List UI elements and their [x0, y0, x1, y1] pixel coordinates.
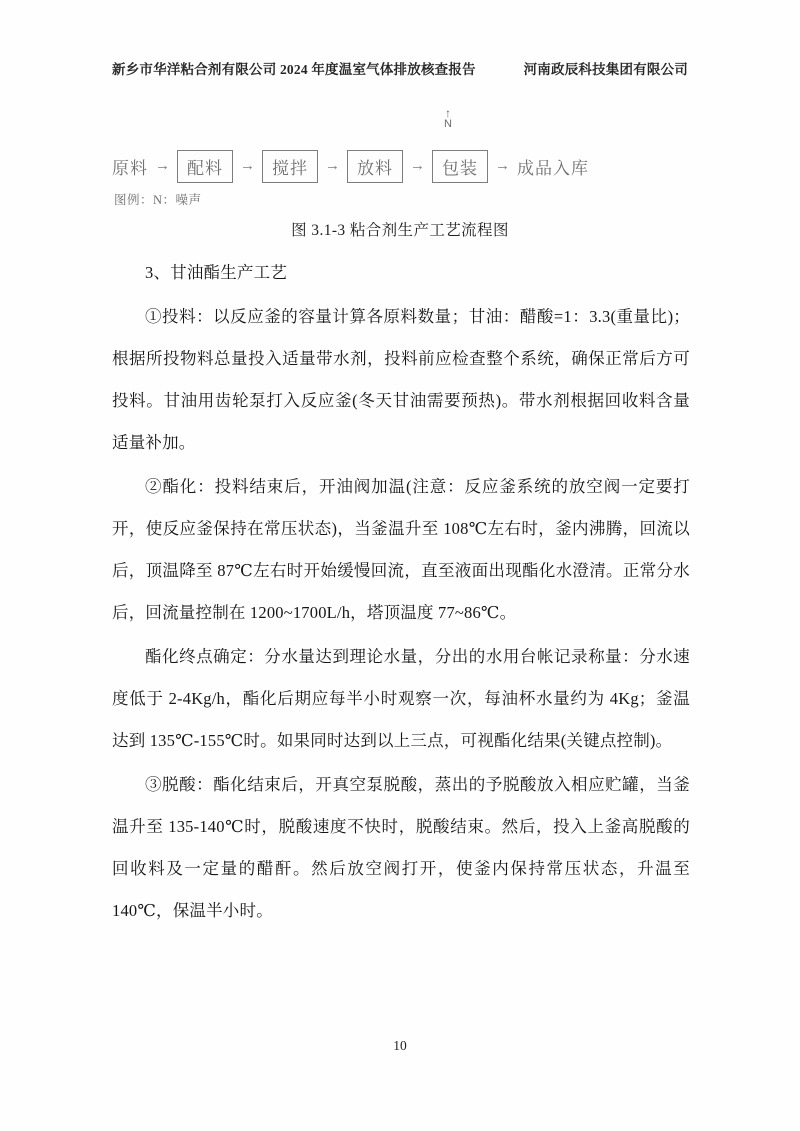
- figure-caption: 图 3.1-3 粘合剂生产工艺流程图: [291, 222, 509, 239]
- arrow-right-icon: →: [155, 157, 170, 174]
- paragraph-feeding: ①投料：以反应釜的容量计算各原料数量；甘油：醋酸=1：3.3(重量比)；根据所投物料总量投入适量带水剂，投料前应检查整个系统，确保正常后方可投料。甘油用齿轮泵打入反应釜(冬天甘油需要预热)。带水剂根据回收料含量适量补加。: [112, 307, 690, 452]
- paragraph-esterification-endpoint: 酯化终点确定：分水量达到理论水量，分出的水用台帐记录称量：分水速度低于 2-4Kg/h，酯化后期应每半小时观察一次，每油杯水量约为 4Kg；釜温达到 135℃-155℃时。如果同时达到以上三点，可视酯化结果(关键点控制)。: [112, 647, 690, 750]
- arrow-right-icon: →: [410, 157, 425, 174]
- arrow-right-icon: →: [325, 157, 340, 174]
- flow-node-batching: 配料: [177, 150, 233, 183]
- paragraph-heading-3: 3、甘油酯生产工艺: [145, 263, 288, 282]
- page-number: 10: [393, 1038, 407, 1053]
- paragraph-esterification: ②酯化：投料结束后，开油阀加温(注意：反应釜系统的放空阀一定要打开，使反应釜保持在常压状态)，当釜温升至 108℃左右时，釜内沸腾，回流以后，顶温降至 87℃左右时开始缓慢回流，直至液面出现酯化水澄清。正常分水后，回流量控制在 1200~1700L/h，塔顶温度 77~86℃。: [112, 477, 690, 622]
- header-right-title: 河南政辰科技集团有限公司: [523, 62, 688, 77]
- flow-node-discharge: 放料: [347, 150, 403, 183]
- flow-node-warehouse: 成品入库: [517, 158, 589, 178]
- process-flow-diagram: [112, 108, 692, 213]
- arrow-right-icon: →: [240, 157, 255, 174]
- noise-source-marker: [428, 108, 468, 130]
- document-body: [112, 252, 690, 934]
- page-header: [112, 58, 688, 78]
- noise-label: N: [444, 118, 452, 130]
- flow-node-row: [112, 148, 589, 184]
- paragraph-deacidification: ③脱酸：酯化结束后，开真空泵脱酸，蒸出的予脱酸放入相应贮罐，当釜温升至 135-140℃时，脱酸速度不快时，脱酸结束。然后，投入上釜高脱酸的回收料及一定量的醋酐。然后放空阀打开，使釜内保持常压状态，升温至 140℃，保温半小时。: [112, 775, 690, 920]
- flow-node-packaging: 包装: [432, 150, 488, 183]
- diagram-legend: 图例：N：噪声: [114, 193, 202, 207]
- header-left-title: 新乡市华洋粘合剂有限公司 2024 年度温室气体排放核查报告: [112, 62, 476, 77]
- flow-node-mixing: 搅拌: [262, 150, 318, 183]
- arrow-up-icon: ↑: [445, 106, 451, 120]
- flow-node-raw-material: 原料: [112, 158, 148, 178]
- arrow-right-icon: →: [495, 157, 510, 174]
